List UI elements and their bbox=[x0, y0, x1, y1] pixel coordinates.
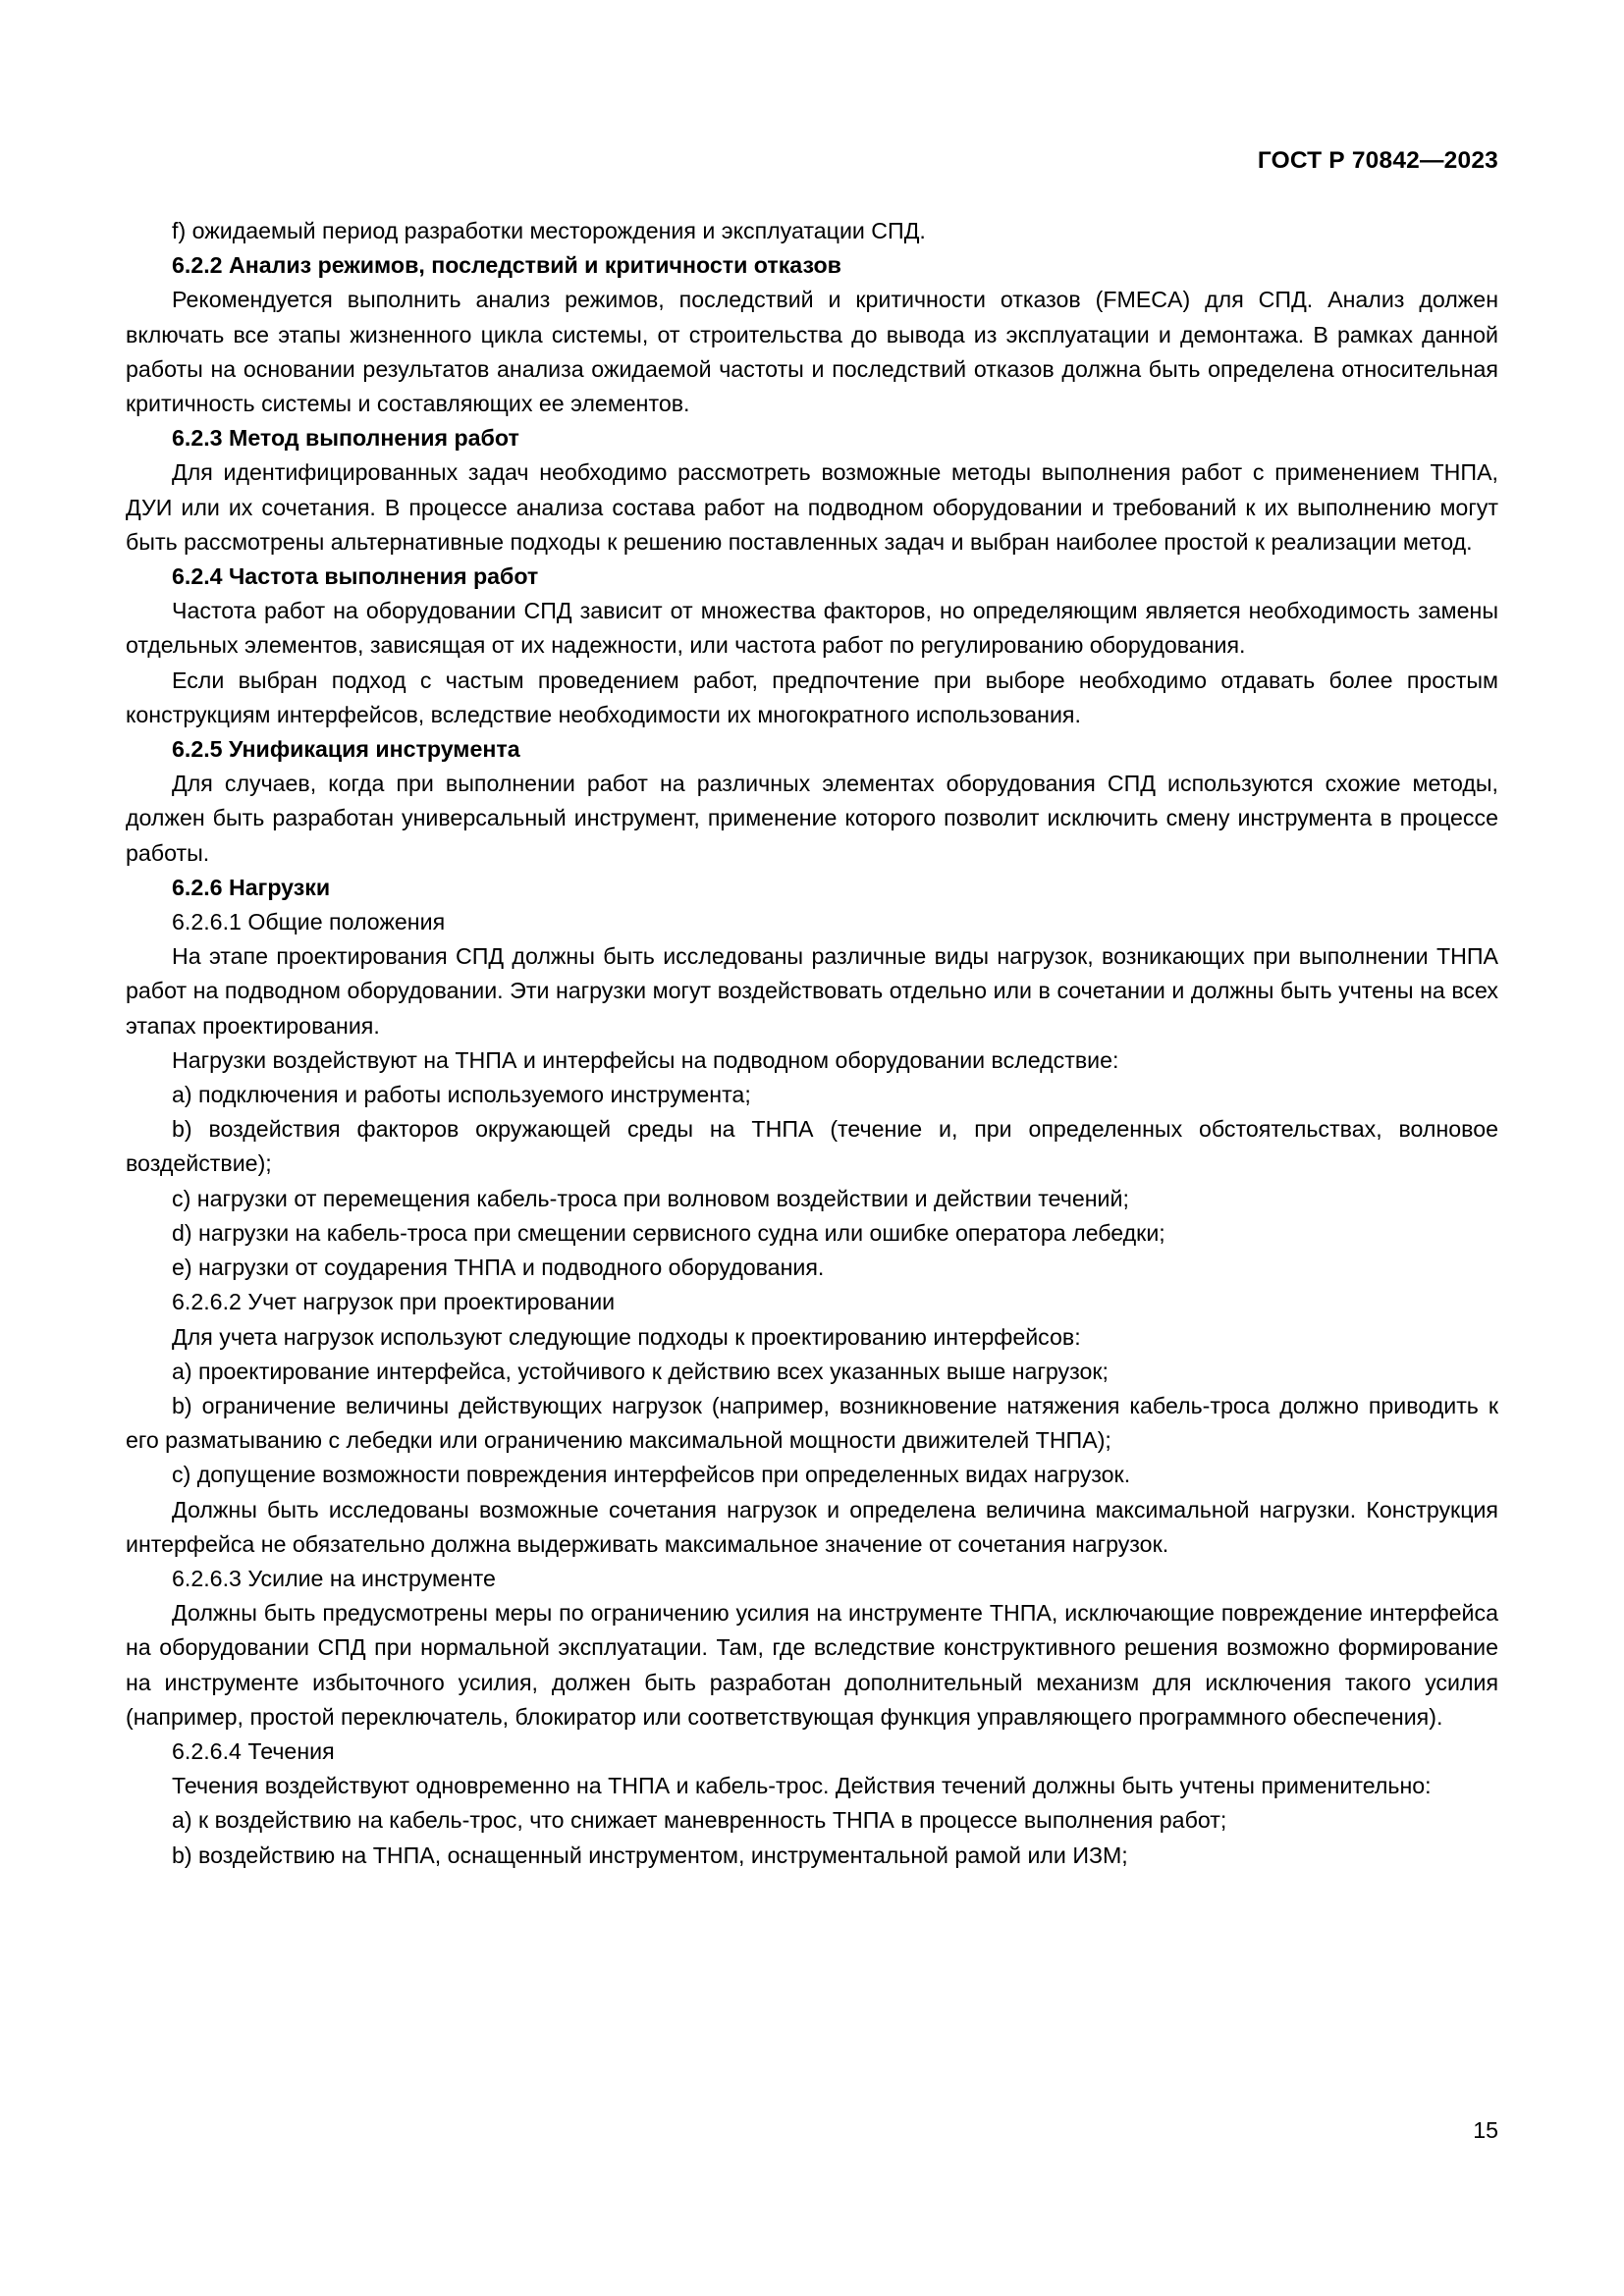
section-heading: 6.2.6 Нагрузки bbox=[172, 874, 331, 900]
list-item: a) к воздействию на кабель-трос, что снижает маневренность ТНПА в процессе выполнения работ; bbox=[172, 1807, 1227, 1834]
section-heading: 6.2.4 Частота выполнения работ bbox=[172, 563, 539, 590]
list-item: b) воздействию на ТНПА, оснащенный инструментом, инструментальной рамой или ИЗМ; bbox=[172, 1842, 1128, 1868]
list-item: d) нагрузки на кабель-троса при смещении сервисного судна или ошибке оператора лебедки; bbox=[172, 1219, 1165, 1246]
subsection-heading: 6.2.6.3 Усилие на инструменте bbox=[172, 1565, 496, 1591]
paragraph: Должны быть исследованы возможные сочетания нагрузок и определена величина максимальной нагрузки. Конструкция интерфейса не обязательно должна выдерживать максимальное значение от сочетания нагрузок. bbox=[126, 1496, 1498, 1557]
list-item: e) нагрузки от соударения ТНПА и подводного оборудования. bbox=[172, 1255, 825, 1281]
section-heading: 6.2.3 Метод выполнения работ bbox=[172, 425, 519, 452]
subsection-heading: 6.2.6.2 Учет нагрузок при проектировании bbox=[172, 1289, 616, 1315]
paragraph: Рекомендуется выполнить анализ режимов, последствий и критичности отказов (FMECA) для СПД. Анализ должен включать все этапы жизненного цикла системы, от строительства до вывода из эксплуатации и демонтажа. В рамках данной работы на основании результатов анализа ожидаемой частоты и последствий отказов должна быть определена относительная критичность системы и составляющих ее элементов. bbox=[126, 287, 1498, 417]
list-item: a) подключения и работы используемого инструмента; bbox=[172, 1082, 751, 1108]
document-body bbox=[126, 214, 1498, 1873]
paragraph: На этапе проектирования СПД должны быть исследованы различные виды нагрузок, возникающих при выполнении ТНПА работ на подводном оборудовании. Эти нагрузки могут воздействовать отдельно или в сочетании и должны быть учтены на всех этапах проектирования. bbox=[126, 943, 1498, 1039]
paragraph: Течения воздействуют одновременно на ТНПА и кабель-трос. Действия течений должны быть учтены применительно: bbox=[172, 1773, 1432, 1799]
paragraph: Частота работ на оборудовании СПД зависит от множества факторов, но определяющим является необходимость замены отдельных элементов, зависящая от их надежности, или частота работ по регулированию оборудования. bbox=[126, 598, 1498, 659]
paragraph: Должны быть предусмотрены меры по ограничению усилия на инструменте ТНПА, исключающие повреждение интерфейса на оборудовании СПД при нормальной эксплуатации. Там, где вследствие конструктивного решения возможно формирование на инструменте избыточного усилия, должен быть разработан дополнительный механизм для исключения такого усилия (например, простой переключатель, блокиратор или соответствующая функция управляющего программного обеспечения). bbox=[126, 1600, 1498, 1730]
paragraph: f) ожидаемый период разработки месторождения и эксплуатации СПД. bbox=[172, 218, 926, 243]
paragraph: Для случаев, когда при выполнении работ на различных элементах оборудования СПД используются схожие методы, должен быть разработан универсальный инструмент, применение которого позволит исключить смену инструмента в процессе работы. bbox=[126, 771, 1498, 866]
subsection-heading: 6.2.6.4 Течения bbox=[172, 1737, 335, 1764]
list-item: c) допущение возможности повреждения интерфейсов при определенных видах нагрузок. bbox=[172, 1462, 1131, 1488]
list-item: a) проектирование интерфейса, устойчивого к действию всех указанных выше нагрузок; bbox=[172, 1358, 1109, 1384]
list-item: b) ограничение величины действующих нагрузок (например, возникновение натяжения кабель-троса должно приводить к его разматыванию с лебедки или ограничению максимальной мощности движителей ТНПА); bbox=[126, 1392, 1498, 1454]
paragraph: Нагрузки воздействуют на ТНПА и интерфейсы на подводном оборудовании вследствие: bbox=[172, 1046, 1119, 1073]
list-item: b) воздействия факторов окружающей среды на ТНПА (течение и, при определенных обстоятельствах, волновое воздействие); bbox=[126, 1116, 1498, 1177]
section-heading: 6.2.5 Унификация инструмента bbox=[172, 736, 520, 763]
page-number: 15 bbox=[1473, 2117, 1498, 2143]
paragraph: Для учета нагрузок используют следующие подходы к проектированию интерфейсов: bbox=[172, 1323, 1081, 1350]
list-item: c) нагрузки от перемещения кабель-троса при волновом воздействии и действии течений; bbox=[172, 1185, 1129, 1211]
subsection-heading: 6.2.6.1 Общие положения bbox=[172, 909, 446, 935]
paragraph: Если выбран подход с частым проведением работ, предпочтение при выборе необходимо отдавать более простым конструкциям интерфейсов, вследствие необходимости их многократного использования. bbox=[126, 667, 1498, 727]
section-heading: 6.2.2 Анализ режимов, последствий и критичности отказов bbox=[172, 252, 841, 279]
paragraph: Для идентифицированных задач необходимо рассмотреть возможные методы выполнения работ с применением ТНПА, ДУИ или их сочетания. В процессе анализа состава работ на подводном оборудовании и требований к их выполнению могут быть рассмотрены альтернативные подходы к решению поставленных задач и выбран наиболее простой к реализации метод. bbox=[126, 459, 1498, 555]
page-header: ГОСТ Р 70842—2023 bbox=[1257, 147, 1498, 174]
